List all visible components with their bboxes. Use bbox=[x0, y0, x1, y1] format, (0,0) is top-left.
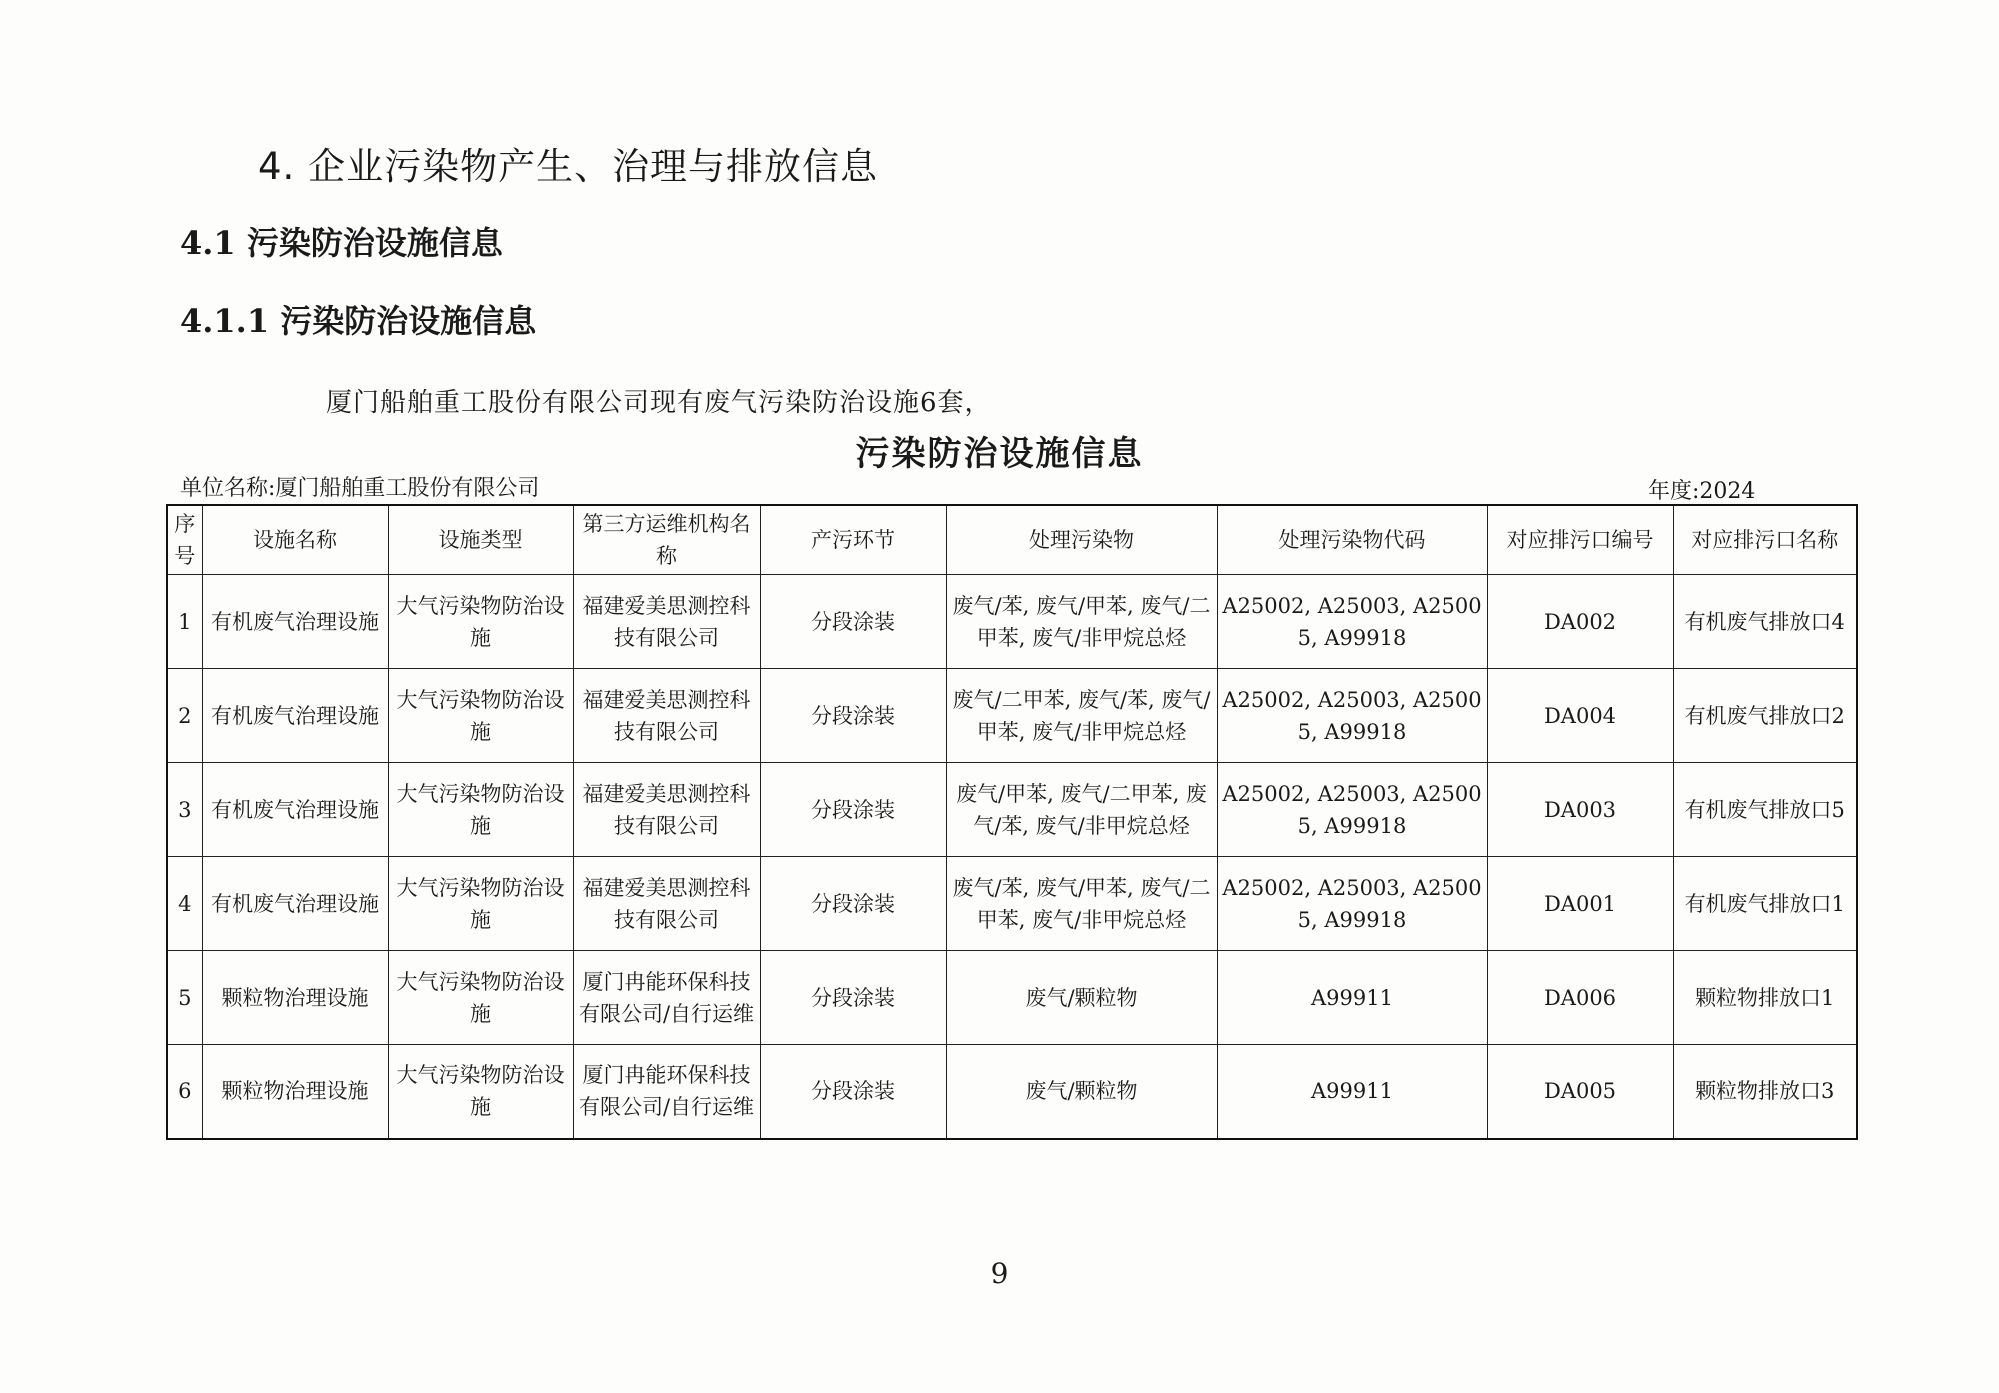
cell-no: 3 bbox=[167, 763, 202, 857]
cell-outlet-no: DA006 bbox=[1487, 951, 1673, 1045]
table-title: 污染防治设施信息 bbox=[855, 434, 1144, 474]
header-cell-codes: 处理污染物代码 bbox=[1217, 505, 1487, 575]
cell-facility-name: 有机废气治理设施 bbox=[202, 857, 388, 951]
cell-outlet-name: 有机废气排放口1 bbox=[1673, 857, 1857, 951]
cell-outlet-no: DA002 bbox=[1487, 575, 1673, 669]
cell-no: 2 bbox=[167, 669, 202, 763]
cell-no: 1 bbox=[167, 575, 202, 669]
cell-facility-type: 大气污染物防治设施 bbox=[388, 857, 573, 951]
facilities-table bbox=[166, 504, 1858, 1140]
section-heading: 4. 企业污染物产生、治理与排放信息 bbox=[258, 145, 879, 188]
cell-outlet-name: 颗粒物排放口3 bbox=[1673, 1045, 1857, 1139]
cell-outlet-name: 有机废气排放口2 bbox=[1673, 669, 1857, 763]
cell-facility-type: 大气污染物防治设施 bbox=[388, 669, 573, 763]
cell-operator: 厦门冉能环保科技有限公司/自行运维 bbox=[573, 951, 760, 1045]
header-cell-operator: 第三方运维机构名称 bbox=[573, 505, 760, 575]
cell-operator: 福建爱美思测控科技有限公司 bbox=[573, 763, 760, 857]
cell-pollutants: 废气/甲苯, 废气/二甲苯, 废气/苯, 废气/非甲烷总烃 bbox=[946, 763, 1217, 857]
cell-facility-name: 有机废气治理设施 bbox=[202, 669, 388, 763]
subheading-4-1-1: 4.1.1 污染防治设施信息 bbox=[180, 302, 537, 340]
cell-outlet-name: 有机废气排放口5 bbox=[1673, 763, 1857, 857]
cell-outlet-no: DA005 bbox=[1487, 1045, 1673, 1139]
cell-outlet-name: 颗粒物排放口1 bbox=[1673, 951, 1857, 1045]
cell-process: 分段涂装 bbox=[760, 1045, 946, 1139]
header-cell-outlet-name: 对应排污口名称 bbox=[1673, 505, 1857, 575]
cell-pollutants: 废气/二甲苯, 废气/苯, 废气/甲苯, 废气/非甲烷总烃 bbox=[946, 669, 1217, 763]
unit-name-label: 单位名称:厦门船舶重工股份有限公司 bbox=[180, 476, 540, 501]
cell-pollutants: 废气/颗粒物 bbox=[946, 1045, 1217, 1139]
table-row bbox=[167, 763, 1857, 857]
table-row bbox=[167, 951, 1857, 1045]
cell-codes: A99911 bbox=[1217, 1045, 1487, 1139]
cell-outlet-no: DA003 bbox=[1487, 763, 1673, 857]
cell-process: 分段涂装 bbox=[760, 575, 946, 669]
cell-no: 4 bbox=[167, 857, 202, 951]
table-row bbox=[167, 575, 1857, 669]
table-row bbox=[167, 857, 1857, 951]
header-cell-outlet-no: 对应排污口编号 bbox=[1487, 505, 1673, 575]
cell-codes: A25002, A25003, A25005, A99918 bbox=[1217, 763, 1487, 857]
cell-no: 5 bbox=[167, 951, 202, 1045]
table-row bbox=[167, 1045, 1857, 1139]
cell-facility-name: 颗粒物治理设施 bbox=[202, 1045, 388, 1139]
cell-facility-type: 大气污染物防治设施 bbox=[388, 575, 573, 669]
cell-outlet-no: DA004 bbox=[1487, 669, 1673, 763]
table-header-row bbox=[167, 505, 1857, 575]
header-cell-name: 设施名称 bbox=[202, 505, 388, 575]
cell-no: 6 bbox=[167, 1045, 202, 1139]
cell-process: 分段涂装 bbox=[760, 763, 946, 857]
cell-facility-name: 有机废气治理设施 bbox=[202, 763, 388, 857]
cell-operator: 福建爱美思测控科技有限公司 bbox=[573, 575, 760, 669]
header-cell-process: 产污环节 bbox=[760, 505, 946, 575]
cell-facility-name: 有机废气治理设施 bbox=[202, 575, 388, 669]
facilities-table-wrapper bbox=[166, 504, 1858, 1140]
header-cell-no: 序号 bbox=[167, 505, 202, 575]
cell-pollutants: 废气/苯, 废气/甲苯, 废气/二甲苯, 废气/非甲烷总烃 bbox=[946, 857, 1217, 951]
cell-outlet-name: 有机废气排放口4 bbox=[1673, 575, 1857, 669]
cell-operator: 福建爱美思测控科技有限公司 bbox=[573, 857, 760, 951]
subheading-4-1: 4.1 污染防治设施信息 bbox=[180, 224, 503, 262]
cell-process: 分段涂装 bbox=[760, 857, 946, 951]
cell-process: 分段涂装 bbox=[760, 669, 946, 763]
year-label: 年度:2024 bbox=[1648, 479, 1756, 504]
cell-codes: A25002, A25003, A25005, A99918 bbox=[1217, 575, 1487, 669]
cell-outlet-no: DA001 bbox=[1487, 857, 1673, 951]
header-cell-pollutants: 处理污染物 bbox=[946, 505, 1217, 575]
intro-paragraph: 厦门船舶重工股份有限公司现有废气污染防治设施6套， bbox=[326, 388, 992, 418]
cell-operator: 福建爱美思测控科技有限公司 bbox=[573, 669, 760, 763]
cell-facility-type: 大气污染物防治设施 bbox=[388, 1045, 573, 1139]
cell-operator: 厦门冉能环保科技有限公司/自行运维 bbox=[573, 1045, 760, 1139]
header-cell-type: 设施类型 bbox=[388, 505, 573, 575]
table-row bbox=[167, 669, 1857, 763]
cell-pollutants: 废气/颗粒物 bbox=[946, 951, 1217, 1045]
cell-codes: A99911 bbox=[1217, 951, 1487, 1045]
page-number: 9 bbox=[990, 1257, 1009, 1290]
cell-process: 分段涂装 bbox=[760, 951, 946, 1045]
cell-facility-type: 大气污染物防治设施 bbox=[388, 763, 573, 857]
cell-codes: A25002, A25003, A25005, A99918 bbox=[1217, 669, 1487, 763]
cell-pollutants: 废气/苯, 废气/甲苯, 废气/二甲苯, 废气/非甲烷总烃 bbox=[946, 575, 1217, 669]
cell-codes: A25002, A25003, A25005, A99918 bbox=[1217, 857, 1487, 951]
cell-facility-type: 大气污染物防治设施 bbox=[388, 951, 573, 1045]
cell-facility-name: 颗粒物治理设施 bbox=[202, 951, 388, 1045]
